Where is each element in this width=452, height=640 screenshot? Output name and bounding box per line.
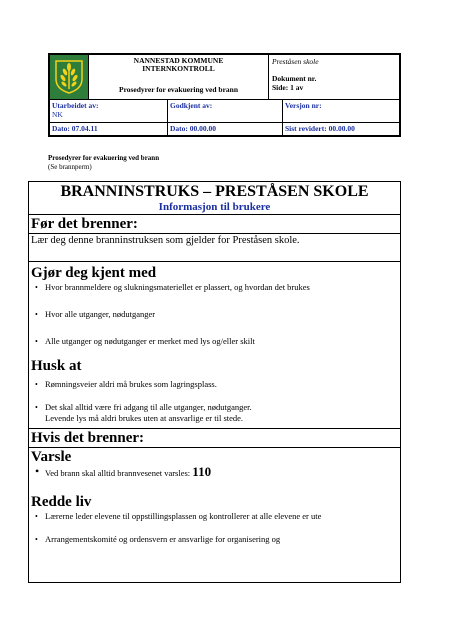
list-item: • Rømningsveier aldri må brukes som lagringsplass. bbox=[35, 379, 217, 389]
bullet-icon: • bbox=[35, 464, 40, 478]
list-item: • Lærerne leder elevene til oppstillingsplassen og kontrollerer at alle elevene er ute bbox=[35, 511, 322, 521]
municipality-logo bbox=[50, 55, 89, 99]
prepared-by-label: Utarbeidet av: bbox=[52, 101, 99, 110]
fire-instruction-box bbox=[28, 181, 401, 583]
org-name: NANNESTAD KOMMUNE bbox=[133, 56, 224, 65]
bullet-icon: • bbox=[35, 403, 38, 412]
bullet-icon: • bbox=[35, 512, 38, 521]
org-unit: INTERNKONTROLL bbox=[142, 64, 215, 73]
list-item: • Arrangementskomité og ordensvern er ansvarlige for organisering og bbox=[35, 534, 281, 544]
bullet-icon: • bbox=[35, 337, 38, 346]
list-item: • Det skal alltid være fri adgang til alle utganger, nødutganger. Levende lys må aldri brukes uten at ansvarlige er til stede. bbox=[35, 402, 252, 423]
rescue-heading: Redde liv bbox=[31, 494, 92, 510]
document-header bbox=[48, 53, 401, 137]
instruction-title: BRANNINSTRUKS – PRESTÅSEN SKOLE bbox=[60, 183, 369, 200]
last-revised-label: Sist revidert: 00.00.00 bbox=[285, 124, 355, 133]
familiarize-heading: Gjør deg kjent med bbox=[31, 265, 157, 281]
bullet-icon: • bbox=[35, 310, 38, 319]
procedure-note: (Se brannperm) bbox=[48, 163, 92, 171]
list-item: • Ved brann skal alltid brannvesenet varsles: 110 bbox=[35, 464, 212, 479]
date-label: Dato: 07.04.11 bbox=[50, 123, 168, 135]
procedure-title: Prosedyrer for evakuering ved brann bbox=[48, 154, 160, 162]
version-label: Versjon nr: bbox=[285, 101, 322, 110]
header-title-cell bbox=[89, 55, 269, 99]
if-fire-heading: Hvis det brenner: bbox=[29, 428, 400, 447]
list-item: • Alle utganger og nødutganger er merket med lys og/eller skilt bbox=[35, 336, 255, 346]
before-fire-intro: Lær deg denne branninstruksen som gjelder for Preståsen skole. bbox=[29, 234, 400, 262]
bullet-icon: • bbox=[35, 535, 38, 544]
wheat-crest-icon bbox=[54, 59, 84, 95]
bullet-icon: • bbox=[35, 283, 38, 292]
prepared-by-value: NK bbox=[52, 110, 63, 119]
doc-no-label: Dokument nr. bbox=[272, 74, 317, 83]
procedure-reference bbox=[48, 154, 159, 172]
page-label: Side: 1 av bbox=[272, 83, 304, 92]
school-name: Preståsen skole bbox=[272, 57, 319, 66]
list-item: • Hvor alle utganger, nødutganger bbox=[35, 309, 156, 319]
remember-heading: Husk at bbox=[31, 358, 82, 374]
before-fire-heading: Før det brenner: bbox=[29, 215, 400, 234]
date2-label: Dato: 00.00.00 bbox=[168, 123, 283, 135]
header-doc-cell bbox=[269, 55, 399, 99]
emergency-number: 110 bbox=[192, 464, 212, 479]
instruction-subtitle: Informasjon til brukere bbox=[29, 201, 400, 215]
alert-heading: Varsle bbox=[29, 447, 400, 466]
approved-by-label: Godkjent av: bbox=[168, 100, 283, 122]
bullet-icon: • bbox=[35, 380, 38, 389]
prepared-by-cell bbox=[50, 100, 168, 122]
doc-title: Prosedyrer for evakuering ved brann bbox=[118, 85, 239, 94]
list-item: • Hvor brannmeldere og slukningsmateriellet er plassert, og hvordan det brukes bbox=[35, 282, 310, 292]
